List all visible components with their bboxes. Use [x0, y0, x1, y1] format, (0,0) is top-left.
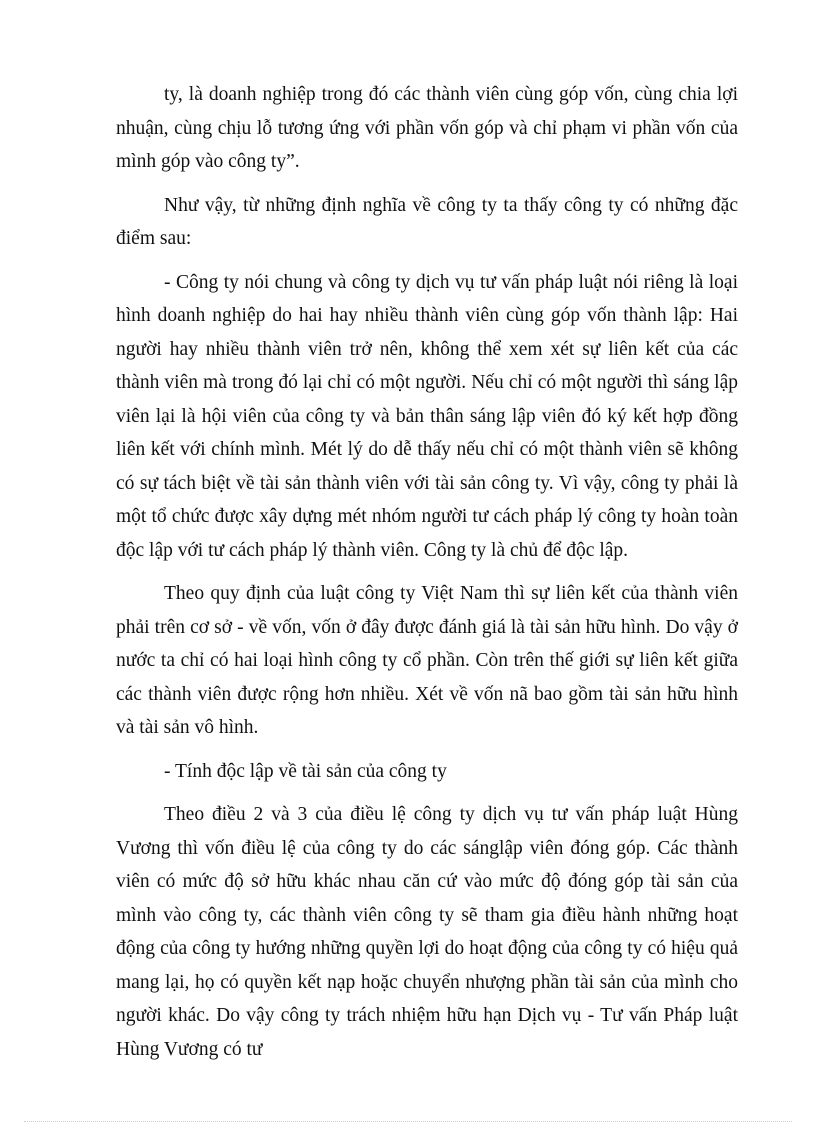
paragraph-members-requirement: - Công ty nói chung và công ty dịch vụ tư vấn pháp luật nói riêng là loại hình doanh nghiệp do hai hay nhiều thành viên cùng góp vốn thành lập: Hai người hay nhiều thành viên trở nên, không thể xem xét sự liên kết của các thành viên mà trong đó lại chỉ có một người. Nếu chỉ có một người thì sáng lập viên lại là hội viên của công ty và bản thân sáng lập viên đó ký kết hợp đồng liên kết với chính mình. Mét lý do dễ thấy nếu chỉ có một thành viên sẽ không có sự tách biệt về tài sản thành viên với tài sản công ty. Vì vậy, công ty phải là một tổ chức được xây dựng mét nhóm người tư cách pháp lý công ty hoàn toàn độc lập với tư cách pháp lý thành viên. Công ty là chủ để độc lập.: [116, 271, 738, 561]
document-body: [116, 78, 738, 1076]
paragraph-continuation: ty, là doanh nghiệp trong đó các thành viên cùng góp vốn, cùng chia lợi nhuận, cùng chịu lỗ tương ứng với phần vốn góp và chỉ phạm vi phần vốn của mình góp vào công ty”.: [116, 84, 738, 172]
paragraph-charter-articles: Theo điều 2 và 3 của điều lệ công ty dịch vụ tư vấn pháp luật Hùng Vương thì vốn điều lệ của công ty do các sánglập viên đóng góp. Các thành viên có mức độ sở hữu khác nhau căn cứ vào mức độ đóng góp tài sản của mình vào công ty, các thành viên công ty sẽ tham gia điều hành những hoạt động của công ty hướng những quyền lợi do hoạt động của công ty có hiệu quả mang lại, họ có quyền kết nạp hoặc chuyển nhượng phần tài sản của mình cho người khác. Do vậy công ty trách nhiệm hữu hạn Dịch vụ - Tư vấn Pháp luật Hùng Vương có tư: [116, 804, 738, 1060]
paragraph-asset-independence-heading: - Tính độc lập về tài sản của công ty: [164, 760, 447, 782]
page-bottom-divider: [24, 1121, 792, 1122]
paragraph-characteristics-intro: Như vậy, từ những định nghĩa về công ty ta thấy công ty có những đặc điểm sau:: [116, 194, 738, 249]
paragraph-vietnam-law: Theo quy định của luật công ty Việt Nam thì sự liên kết của thành viên phải trên cơ sở - về vốn, vốn ở đây được đánh giá là tài sản hữu hình. Do vậy ở nước ta chỉ có hai loại hình công ty cổ phần. Còn trên thế giới sự liên kết giữa các thành viên được rộng hơn nhiều. Xét về vốn nã bao gồm tài sản hữu hình và tài sản vô hình.: [116, 583, 738, 738]
